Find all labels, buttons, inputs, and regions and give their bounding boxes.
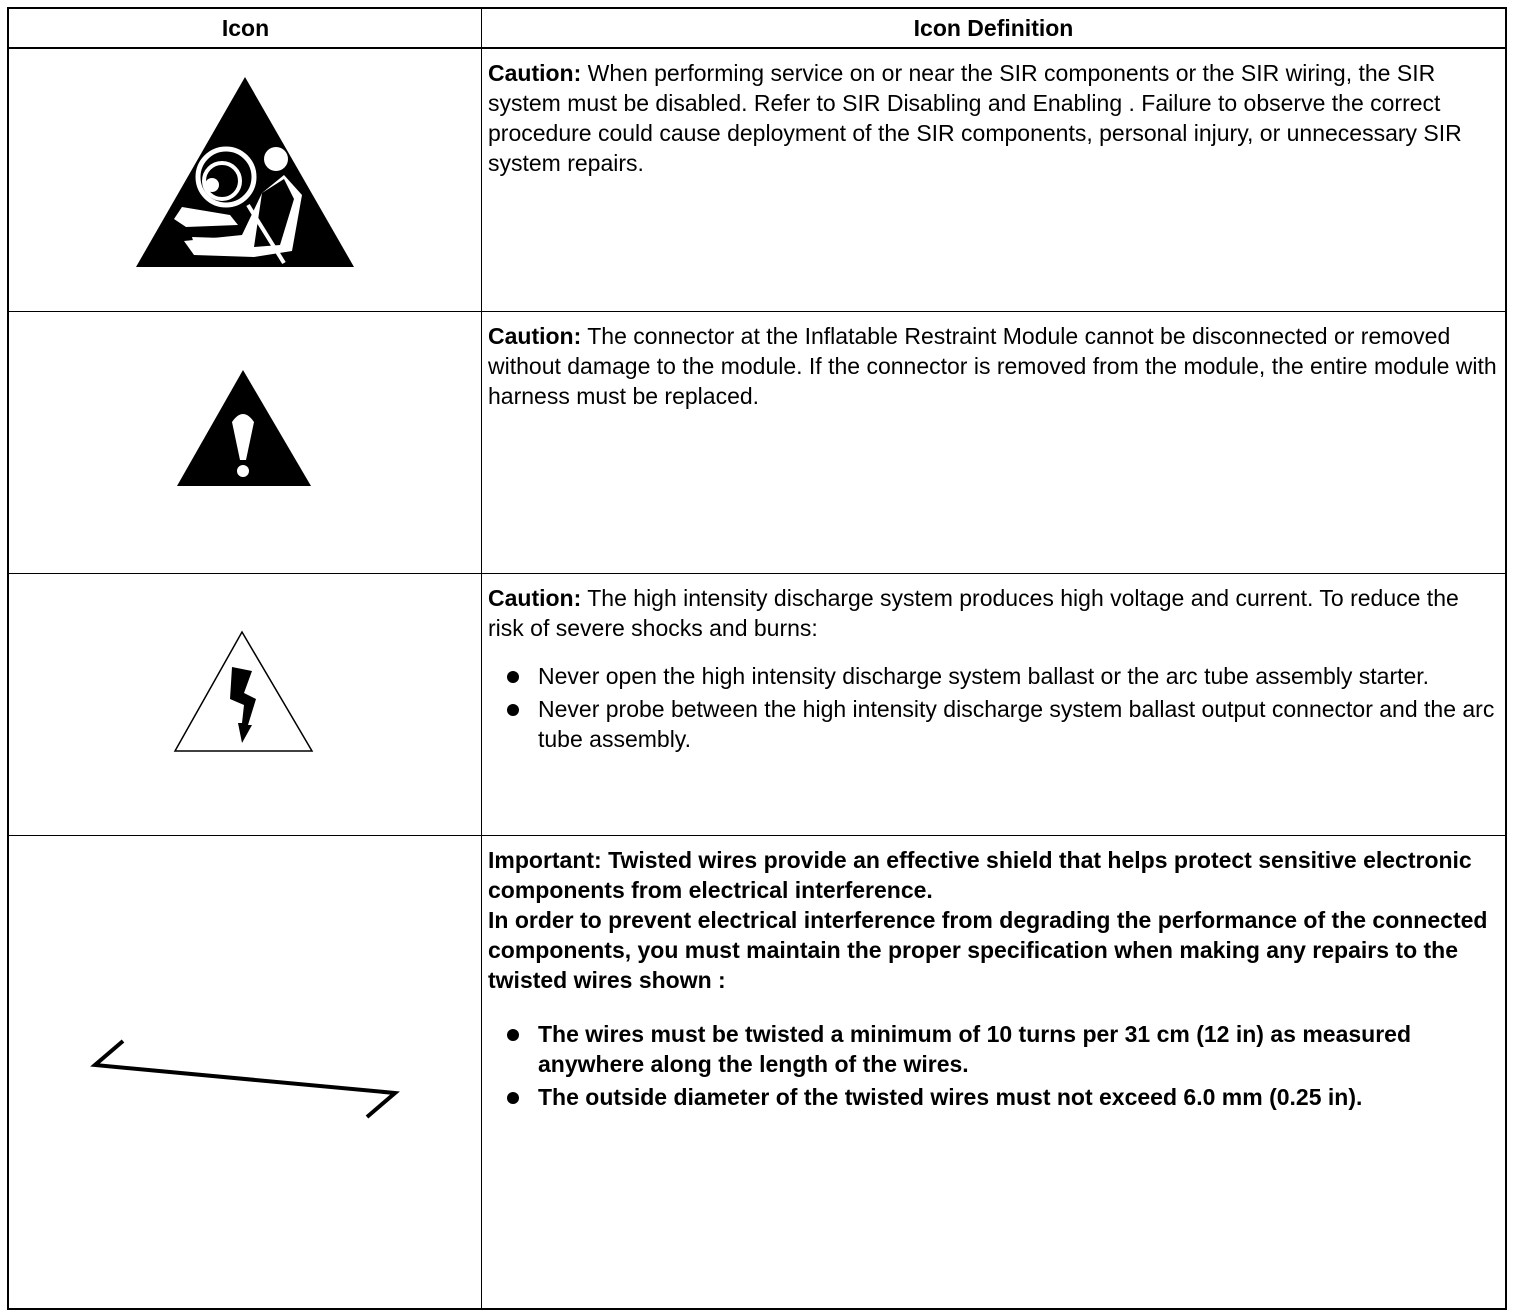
- list-item: Never probe between the high intensity discharge system ballast output connector and the arc tube assembly.: [488, 694, 1497, 754]
- definition-text-2: In order to prevent electrical interference from degrading the performance of the connected components, you must maintain the proper specification when making any repairs to the twisted wires shown :: [488, 907, 1488, 993]
- header-icon-definition: Icon Definition: [913, 15, 1074, 41]
- definition-text: The high intensity discharge system produces high voltage and current. To reduce the risk of severe shocks and burns:: [488, 585, 1459, 641]
- list-item: The wires must be twisted a minimum of 10 turns per 31 cm (12 in) as measured anywhere along the length of the wires.: [488, 1019, 1497, 1079]
- icon-cell: [9, 312, 481, 573]
- caution-label: Caution:: [488, 60, 582, 86]
- icon-cell: [9, 836, 481, 1308]
- list-item: The outside diameter of the twisted wires must not exceed 6.0 mm (0.25 in).: [488, 1082, 1497, 1112]
- list-item: Never open the high intensity discharge system ballast or the arc tube assembly starter.: [488, 661, 1497, 691]
- definition-text: When performing service on or near the SIR components or the SIR wiring, the SIR system must be disabled. Refer to SIR Disabling and Enabling . Failure to observe the correct procedure could cause deployment of the SIR components, personal injury, or unnecessary SIR system repairs.: [488, 60, 1462, 176]
- twisted-wire-icon: [87, 1031, 407, 1131]
- caution-label: Caution:: [488, 323, 582, 349]
- definition-cell: [488, 49, 1497, 178]
- definition-text: Twisted wires provide an effective shield that helps protect sensitive electronic components from electrical interference.: [488, 847, 1472, 903]
- definition-cell: [488, 836, 1497, 1115]
- table-header: [9, 9, 1505, 49]
- important-label: Important:: [488, 847, 602, 873]
- high-voltage-icon: [172, 629, 317, 755]
- definition-text: The connector at the Inflatable Restraint Module cannot be disconnected or removed without damage to the module. If the connector is removed from the module, the entire module with harness must be replaced.: [488, 323, 1497, 409]
- definition-cell: [488, 312, 1497, 411]
- exclamation-warning-icon: [175, 368, 315, 490]
- sir-airbag-warning-icon: [134, 75, 364, 275]
- bullet-list: [488, 1019, 1497, 1112]
- icon-definition-table: [7, 7, 1507, 1310]
- table-row: [9, 836, 1505, 1308]
- table-row: [9, 49, 1505, 312]
- bullet-list: [488, 661, 1497, 754]
- caution-label: Caution:: [488, 585, 582, 611]
- icon-cell: [9, 574, 481, 835]
- definition-cell: [488, 574, 1497, 757]
- table-row: [9, 574, 1505, 836]
- icon-cell: [9, 49, 481, 311]
- table-row: [9, 312, 1505, 574]
- header-icon: Icon: [221, 15, 270, 41]
